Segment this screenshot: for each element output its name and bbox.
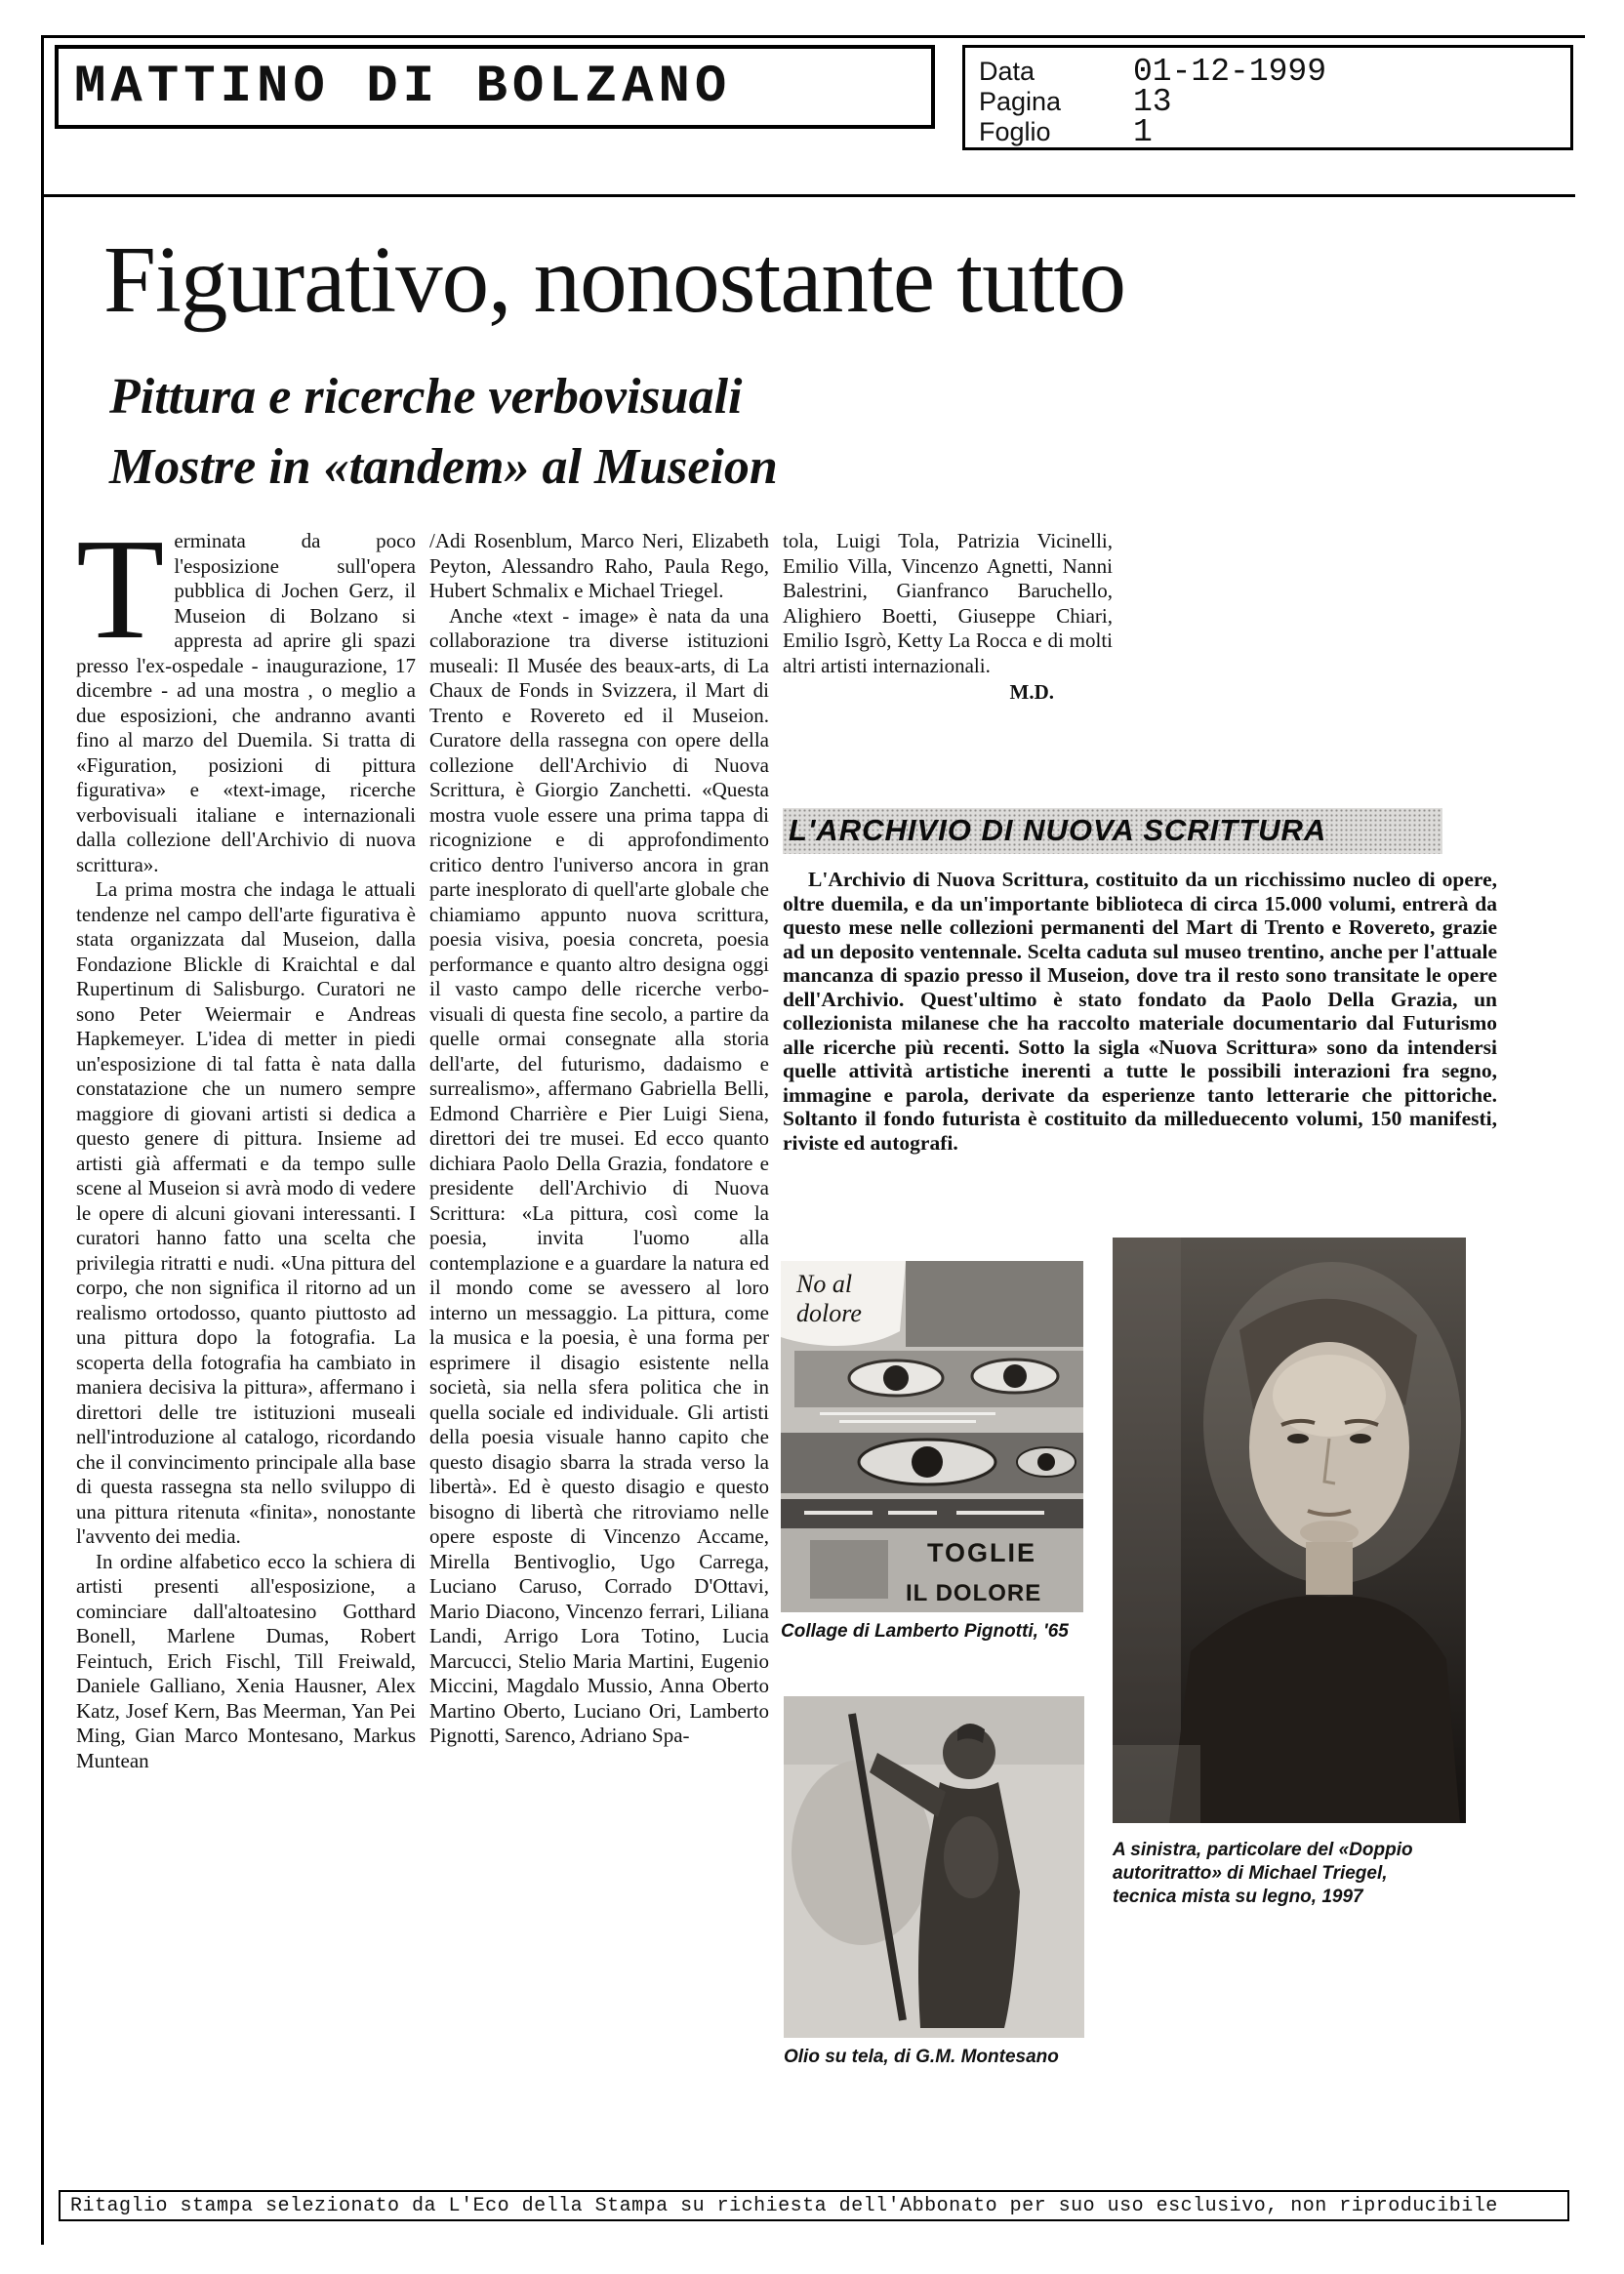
collage-word-toglie: TOGLIE [927,1538,1037,1567]
portrait-figure [1113,1238,1466,1823]
masthead-box [55,45,935,129]
article-column-1 [76,509,416,1773]
collage-image [781,1261,1083,1612]
paragraph: Anche «text - image» è nata da una collaborazione tra diverse istituzioni museali: Il Musée des beaux-arts, di La Chaux de Fonds in Svizzera, il Mart di Trento e Rovereto ed il Museion. Curatore della rassegna con opere della collezione dell'Archivio di Nuova Scrittura, è Giorgio Zanchetti. «Questa mostra vuole essere una prima tappa di ricognizione e di approfondimento critico dentro l'universo ancora in gran parte inesplorato di quell'arte globale che chiamiamo appunto nuova scrittura, poesia visiva, poesia concreta, poesia performance e quanto altro designa oggi il vasto campo delle ricerche verbo-visuali di questa fine secolo, a partire da quelle ormai consegnate alla storia dell'arte, del futurismo, dadaismo e surrealismo», affermano Gabriella Belli, Edmond Charrière e Pier Luigi Siena, direttori dei tre musei. Ed ecco quanto dichiara Paolo Della Grazia, fondatore e presidente dell'Archivio di Nuova Scrittura: «La pittura, così come la poesia, invita l'uomo alla contemplazione e a guardare la natura ed il mondo come se avessero al loro interno un messaggio. La pittura, come la musica e la poesia, è una forma per esprimere il disagio esistente nella società, sia nella sfera politica che in quella sociale ed individuale. Gli artisti della poesia visuale hanno capito che questo disagio sbarra la strada verso la libertà». Ed è questo disagio e questo bisogno di libertà che ritroviamo nelle opere esposte di Vincenzo Accame, Mirella Bentivoglio, Ugo Carrega, Luciano Caruso, Corrado D'Ottavi, Mario Diacono, Vincenzo ferrari, Liliana Landi, Arrigo Lora Totino, Lucia Marcucci, Stelio Maria Martini, Eugenio Miccini, Magdalo Mussio, Anna Oberto Martino Oberto, Luciano Ori, Lamberto Pignotti, Sarenco, Adriano Spa- [429,603,769,1747]
collage-note-line1: No al [796,1270,853,1298]
archivio-section-body: L'Archivio di Nuova Scrittura, costituito da un ricchissimo nucleo di opere, oltre duemila, e da un'importante biblioteca di circa 15.000 volumi, entrerà da questo mese nelle collezioni permanenti del Mart di Trento e Rovereto, grazie ad un deposito ventennale. Scelta caduta sul museo trentino, anche per l'attuale mancanza di spazio presso il Museion, dove tra il resto sono transitate le opere dell'Archivio. Quest'ultimo è stato fondato da Paolo Della Grazia, un collezionista milanese che ha raccolto materiale documentario dal Futurismo alle ricerche più recenti. Sotto la sigla «Nuova Scrittura» sono da intendersi quelle attività artistiche inerenti a tutte le possibili interazioni fra segno, immagine e parola, derivate da esperienze tanto letterarie che pittoriche. Soltanto il fondo futurista è costituito da milleduecento volumi, 150 manifesti, riviste ed autografi. [783,868,1497,1155]
torso-image [784,1696,1084,2038]
byline: M.D. [1009,680,1054,704]
subheadline-2: Mostre in «tandem» al Museion [109,439,778,495]
archivio-section-title [783,808,1442,854]
headline: Figurativo, nonostante tutto [103,227,1126,332]
collage-caption: Collage di Lamberto Pignotti, '65 [781,1621,1069,1642]
drop-cap: T [76,509,165,670]
paragraph: La prima mostra che indaga le attuali tendenze nel campo dell'arte figurativa è stata organizzata dal Museion, dalla Fondazione Blickle di Kraichtal e dal Rupertinum di Salisburgo. Curatori ne sono Peter Weiermair e Andreas Hapkemeyer. L'idea di metter in piedi un'esposizione di tal fatta è nata dalla constatazione che un numero sempre maggiore di giovani artisti si dedica a questo genere di pittura. Insieme ad artisti già affermati e da tempo sulle scene al Museion si avrà modo di vedere le opere di alcuni giovani interessanti. I curatori hanno fatto una scelta che privilegia ritratti e nudi. «Una pittura del corpo, che non significa il ritorno ad un realismo ortodosso, quanto piuttosto ad una pittura dopo la fotografia. La scoperta della fotografia ha cambiato in maniera decisiva la pittura», affermano i direttori delle tre istituzioni museali nell'introduzione al catalogo, ricordando che il convincimento principale alla base di questa rassegna sta nello sviluppo di una pittura ritenuta «finita», nonostante l'avvento dei media. [76,877,416,1548]
portrait-image [1113,1238,1466,1823]
footer-text: Ritaglio stampa selezionato da L'Eco della Stampa su richiesta dell'Abbonato per suo uso esclusivo, non riproducibile [70,2194,1498,2217]
masthead-title: MATTINO DI BOLZANO [74,57,732,117]
collage-word-il-dolore: IL DOLORE [906,1580,1042,1606]
paragraph: tola, Luigi Tola, Patrizia Vicinelli, Emilio Villa, Vincenzo Agnetti, Nanni Balestrini, Gianfranco Baruchello, Alighiero Boetti, Giuseppe Chiari, Emilio Isgrò, Ketty La Rocca e di molti altri artisti internazionali. [783,529,1113,677]
portrait-caption: A sinistra, particolare del «Doppio autoritratto» di Michael Triegel, tecnica mista su legno, 1997 [1113,1840,1413,1907]
archivio-title-text: L'ARCHIVIO DI NUOVA SCRITTURA [789,813,1327,847]
paragraph [76,509,416,877]
collage-note-line2: dolore [796,1299,862,1327]
torso-figure [784,1696,1084,2038]
meta-row-foglio [979,114,1557,150]
paragraph: /Adi Rosenblum, Marco Neri, Elizabeth Peyton, Alessandro Raho, Paula Rego, Hubert Schmalix e Michael Triegel. [429,529,769,602]
header-divider [41,194,1575,197]
archivio-section [783,808,1497,1267]
meta-value-foglio: 1 [1133,114,1153,150]
meta-label-pagina: Pagina [979,87,1062,116]
article-column-3 [783,529,1113,706]
collage-figure [781,1261,1083,1612]
meta-box [962,45,1573,150]
footer-strip [59,2190,1569,2221]
article-column-2 [429,529,769,1749]
meta-row-data [979,54,1557,90]
collage-eyes-strip-2 [781,1433,1083,1493]
meta-label-data: Data [979,57,1035,86]
paragraph: In ordine alfabetico ecco la schiera di artisti presenti all'esposizione, a cominciare dall'altoatesino Gotthard Bonell, Marlene Dumas, Robert Feintuch, Erich Fischl, Till Freiwald, Daniele Galliano, Xenia Hausner, Alex Katz, Josef Kern, Bas Meerman, Yan Pei Ming, Gian Marco Montesano, Markus Muntean [76,1549,416,1772]
torso-caption: Olio su tela, di G.M. Montesano [784,2047,1059,2067]
meta-value-data: 01-12-1999 [1133,54,1327,90]
meta-label-foglio: Foglio [979,117,1051,146]
subheadline-1: Pittura e ricerche verbovisuali [109,369,743,425]
paragraph-text: erminata da poco l'esposizione sull'opera pubblica di Jochen Gerz, il Museion di Bolzano si appresta ad aprire gli spazi presso l'ex-ospedale - inaugurazione, 17 dicembre - ad una mostra , o meglio a due esposizioni, che andranno avanti fino al marzo del Duemila. Si tratta di «Figuration, posizioni di pittura figurativa» e «text-image, ricerche verbovisuali italiane e internazionali dalla collezione dell'Archivio di nuova scrittura». [76,529,416,876]
meta-value-pagina: 13 [1133,84,1172,120]
collage-band [781,1499,1083,1528]
